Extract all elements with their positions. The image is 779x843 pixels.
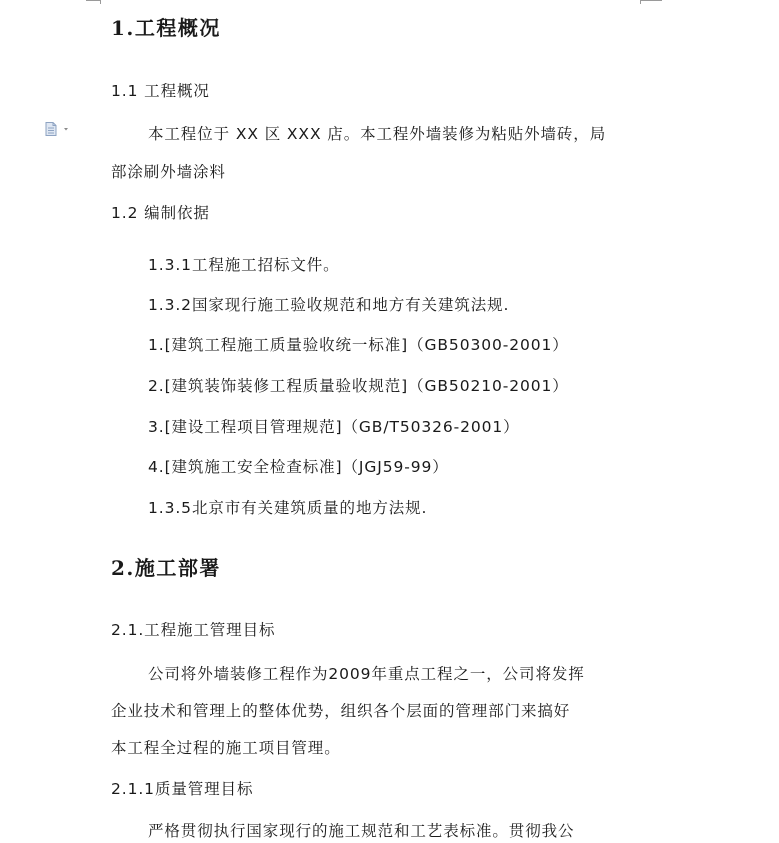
- paragraph-line: 公司将外墙装修工程作为2009年重点工程之一，公司将发挥: [148, 665, 585, 683]
- subheading-2-1: 2.1.工程施工管理目标: [111, 621, 276, 639]
- list-item: 2.[建筑装饰装修工程质量验收规范]（GB50210-2001）: [148, 377, 569, 395]
- list-item: 1.[建筑工程施工质量验收统一标准]（GB50300-2001）: [148, 336, 569, 354]
- subheading-1-1: 1.1 工程概况: [111, 82, 210, 100]
- paragraph-line: 部涂刷外墙涂料: [111, 163, 226, 181]
- subheading-2-1-1: 2.1.1质量管理目标: [111, 780, 254, 798]
- heading-construction-deployment: 2.施工部署: [111, 556, 221, 580]
- page-corner-tick-right: [640, 0, 641, 4]
- paragraph-line: 本工程位于 XX 区 XXX 店。本工程外墙装修为粘贴外墙砖，局: [148, 125, 607, 143]
- page-corner-mark-left: [86, 0, 100, 1]
- heading-project-overview: 1.工程概况: [111, 16, 221, 40]
- list-item: 1.3.5北京市有关建筑质量的地方法规.: [148, 499, 428, 517]
- list-item: 1.3.2国家现行施工验收规范和地方有关建筑法规.: [148, 296, 510, 314]
- list-item: 4.[建筑施工安全检查标准]（JGJ59-99）: [148, 458, 449, 476]
- page-corner-tick-left: [100, 0, 101, 4]
- page-corner-mark-right: [640, 0, 662, 1]
- list-item: 1.3.1工程施工招标文件。: [148, 256, 340, 274]
- paragraph-line: 严格贯彻执行国家现行的施工规范和工艺表标准。贯彻我公: [148, 822, 575, 840]
- document-icon[interactable]: [45, 121, 71, 135]
- paragraph-line: 企业技术和管理上的整体优势，组织各个层面的管理部门来搞好: [111, 702, 571, 720]
- paragraph-line: 本工程全过程的施工项目管理。: [111, 739, 341, 757]
- list-item: 3.[建设工程项目管理规范]（GB/T50326-2001）: [148, 418, 520, 436]
- subheading-1-2: 1.2 编制依据: [111, 204, 210, 222]
